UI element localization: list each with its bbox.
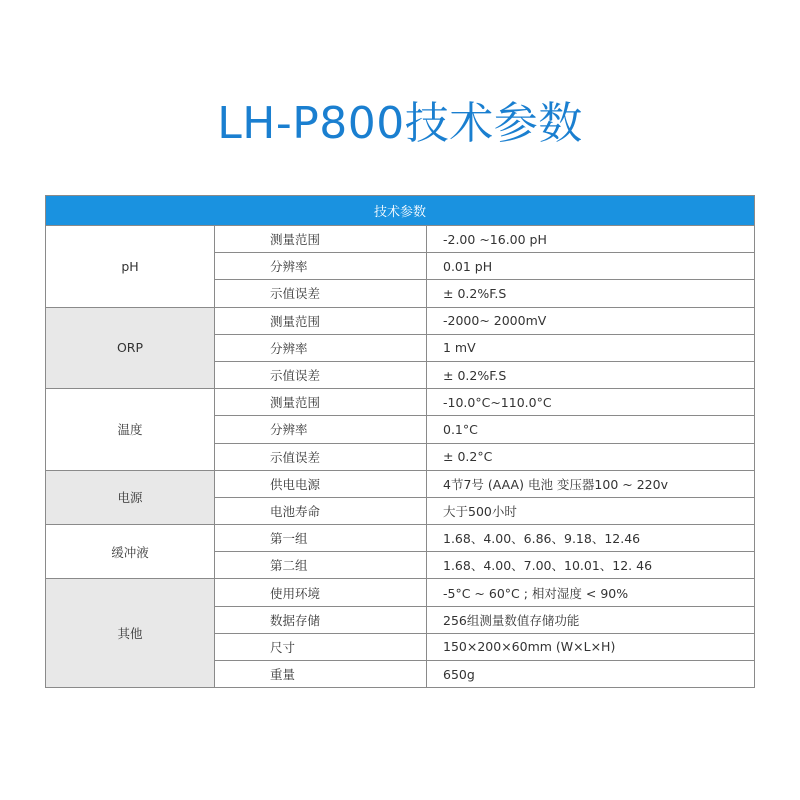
value-cell: ± 0.2%F.S bbox=[427, 280, 755, 307]
value-cell: 0.01 pH bbox=[427, 253, 755, 280]
table-header: 技术参数 bbox=[46, 196, 755, 226]
param-cell: 尺寸 bbox=[215, 633, 427, 660]
param-cell: 第二组 bbox=[215, 552, 427, 579]
param-cell: 第一组 bbox=[215, 525, 427, 552]
value-cell: 0.1°C bbox=[427, 416, 755, 443]
param-cell: 数据存储 bbox=[215, 606, 427, 633]
table-row bbox=[46, 525, 755, 552]
param-cell: 重量 bbox=[215, 661, 427, 688]
param-cell: 示值误差 bbox=[215, 280, 427, 307]
param-cell: 使用环境 bbox=[215, 579, 427, 606]
value-cell: 1 mV bbox=[427, 334, 755, 361]
value-cell: 1.68、4.00、7.00、10.01、12. 46 bbox=[427, 552, 755, 579]
table-row bbox=[46, 389, 755, 416]
category-cell: 电源 bbox=[46, 470, 215, 524]
spec-table bbox=[45, 195, 755, 688]
param-cell: 测量范围 bbox=[215, 389, 427, 416]
category-cell: 缓冲液 bbox=[46, 525, 215, 579]
param-cell: 供电电源 bbox=[215, 470, 427, 497]
value-cell: 大于500小时 bbox=[427, 497, 755, 524]
param-cell: 分辨率 bbox=[215, 416, 427, 443]
value-cell: ± 0.2%F.S bbox=[427, 361, 755, 388]
value-cell: 1.68、4.00、6.86、9.18、12.46 bbox=[427, 525, 755, 552]
page-title: LH-P800技术参数 bbox=[217, 98, 583, 149]
value-cell: -10.0°C~110.0°C bbox=[427, 389, 755, 416]
value-cell: -2.00 ~16.00 pH bbox=[427, 226, 755, 253]
table-row bbox=[46, 470, 755, 497]
value-cell: -2000~ 2000mV bbox=[427, 307, 755, 334]
param-cell: 电池寿命 bbox=[215, 497, 427, 524]
table-row bbox=[46, 307, 755, 334]
category-cell: 温度 bbox=[46, 389, 215, 471]
value-cell: 4节7号 (AAA) 电池 变压器100 ~ 220v bbox=[427, 470, 755, 497]
value-cell: 256组测量数值存储功能 bbox=[427, 606, 755, 633]
value-cell: 150×200×60mm (W×L×H) bbox=[427, 633, 755, 660]
category-cell: pH bbox=[46, 226, 215, 308]
param-cell: 分辨率 bbox=[215, 334, 427, 361]
param-cell: 示值误差 bbox=[215, 361, 427, 388]
param-cell: 测量范围 bbox=[215, 307, 427, 334]
table-row bbox=[46, 579, 755, 606]
table-row bbox=[46, 226, 755, 253]
table-header-row bbox=[46, 196, 755, 226]
value-cell: 650g bbox=[427, 661, 755, 688]
param-cell: 分辨率 bbox=[215, 253, 427, 280]
category-cell: ORP bbox=[46, 307, 215, 389]
param-cell: 示值误差 bbox=[215, 443, 427, 470]
category-cell: 其他 bbox=[46, 579, 215, 688]
value-cell: -5°C ~ 60°C ; 相对湿度 < 90% bbox=[427, 579, 755, 606]
spec-body bbox=[46, 226, 755, 688]
param-cell: 测量范围 bbox=[215, 226, 427, 253]
value-cell: ± 0.2°C bbox=[427, 443, 755, 470]
